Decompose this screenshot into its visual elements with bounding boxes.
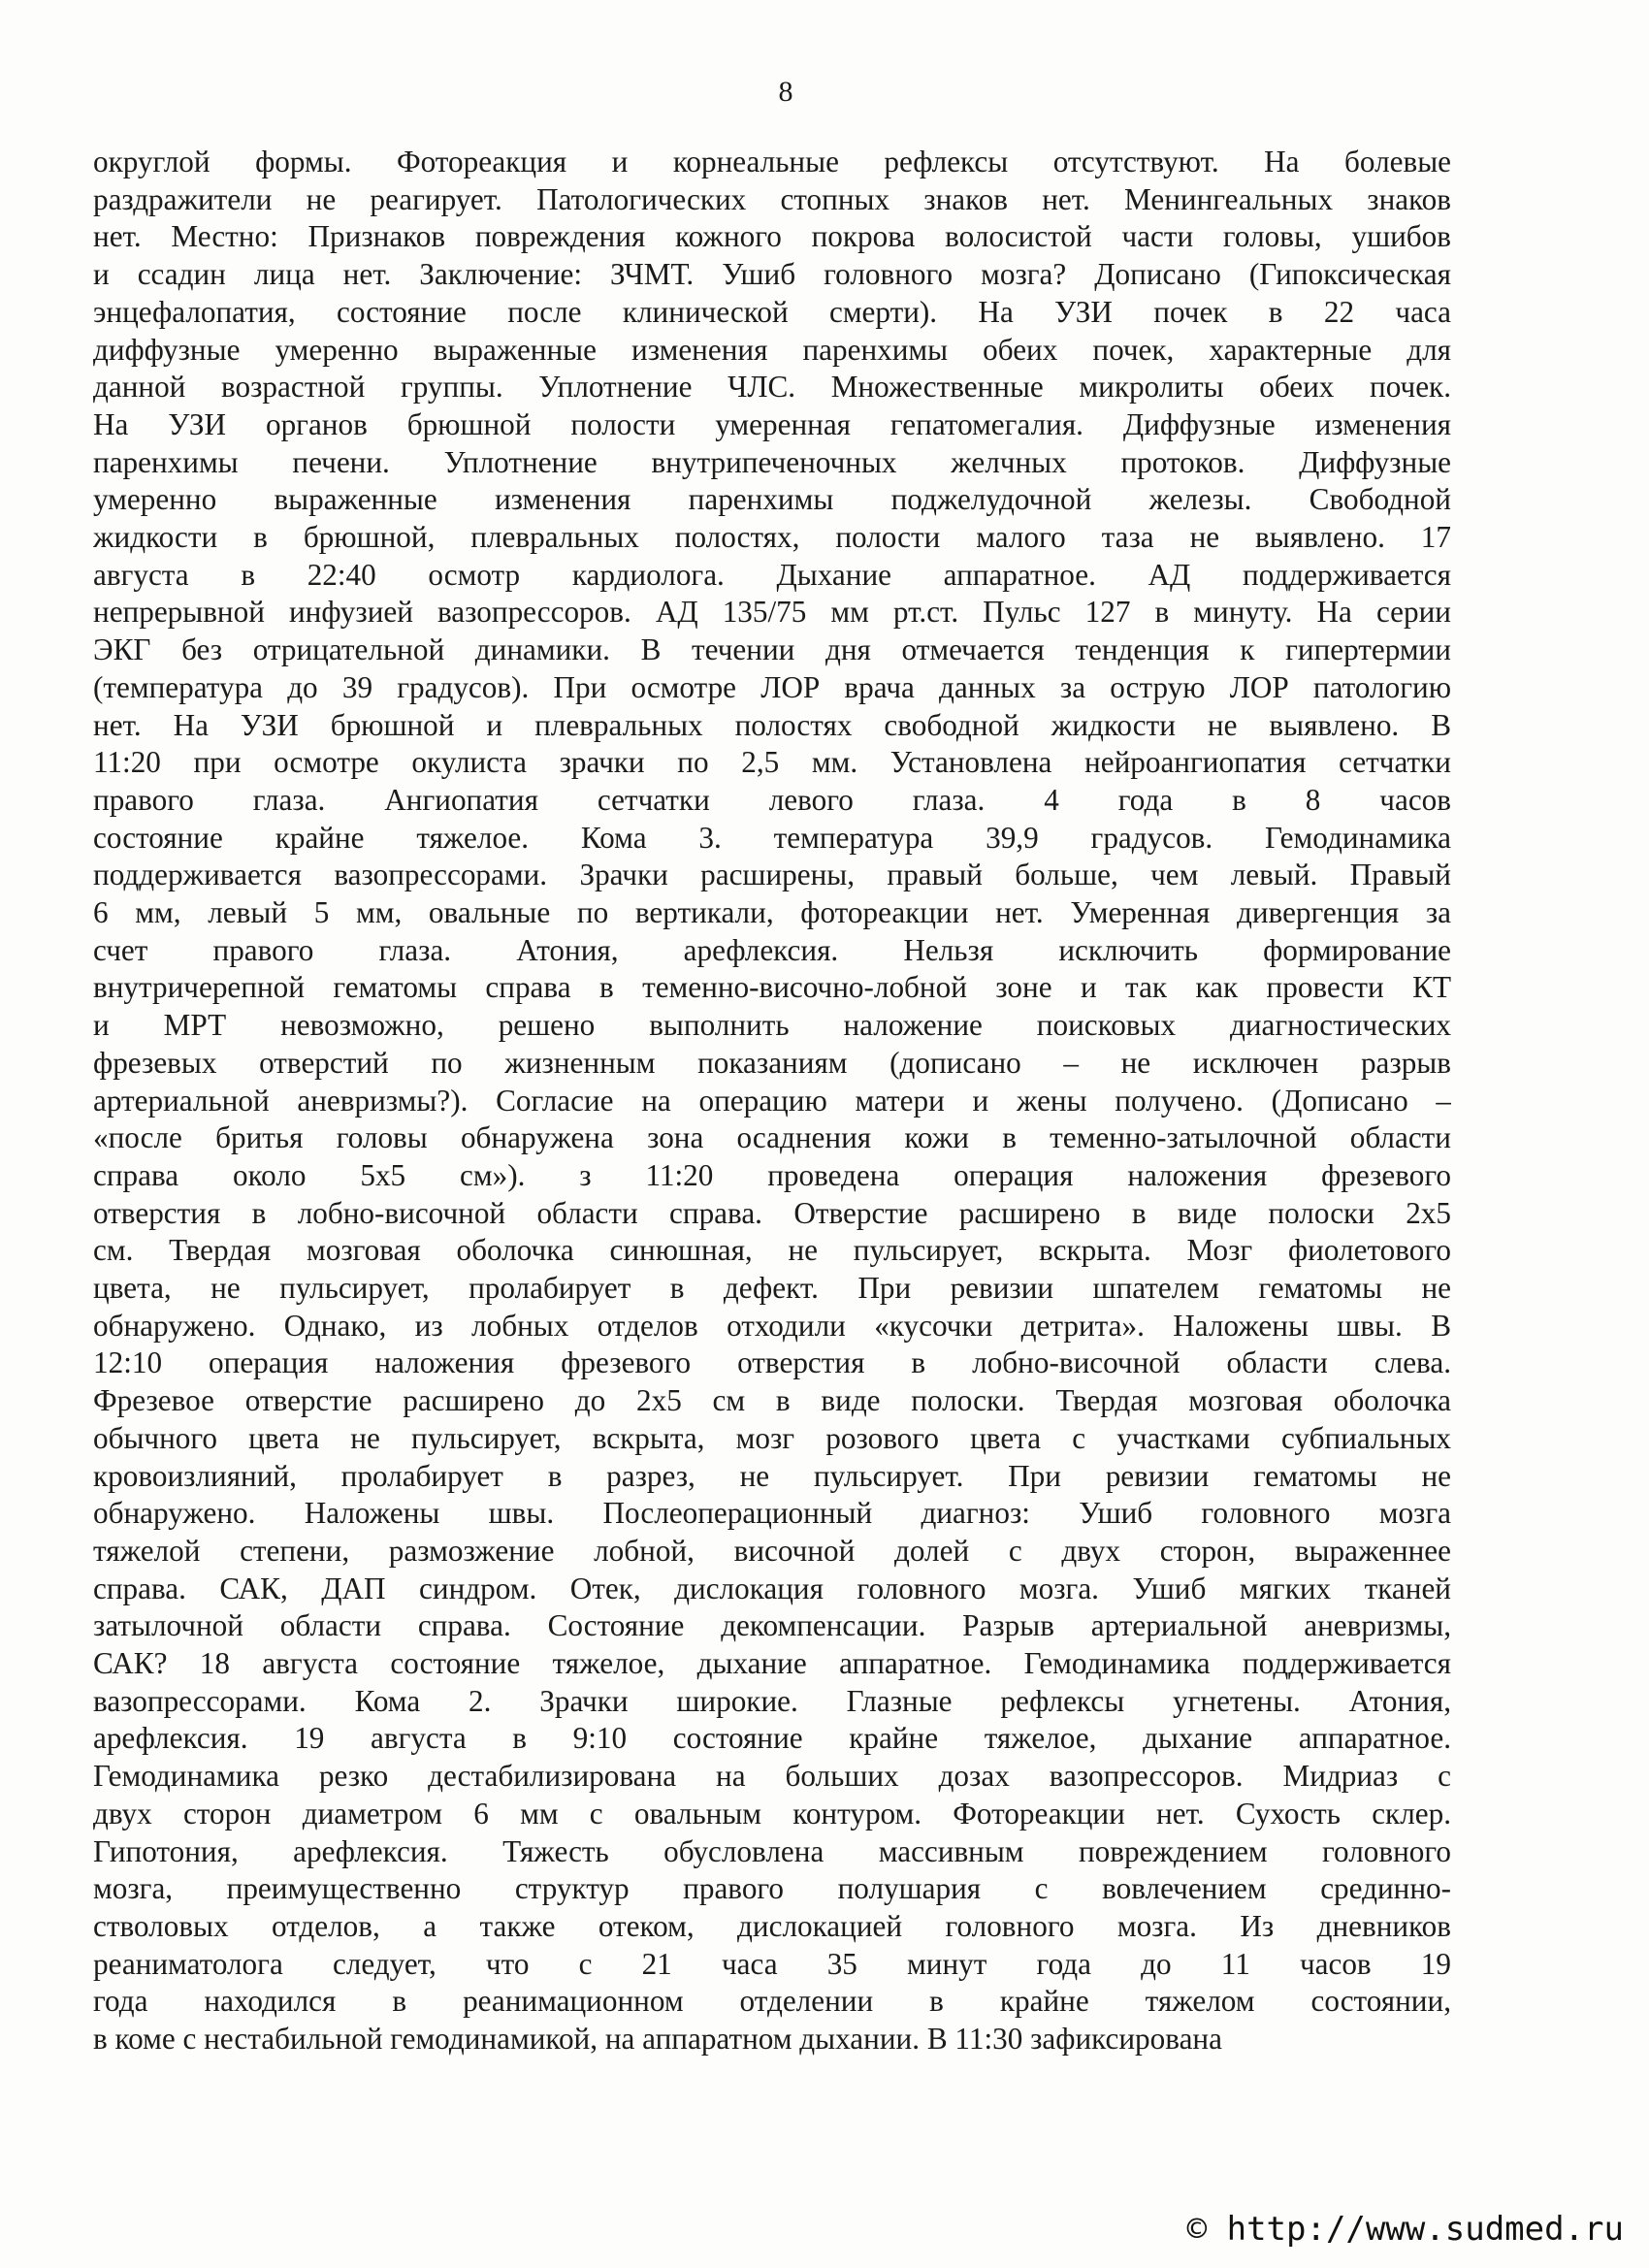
text-line: правого глаза. Ангиопатия сетчатки левого глаза. 4 года в 8 часов: [93, 782, 1451, 817]
text-line: поддерживается вазопрессорами. Зрачки расширены, правый больше, чем левый. Правый: [93, 858, 1451, 892]
text-line: округлой формы. Фотореакция и корнеальные рефлексы отсутствуют. На болевые: [93, 145, 1451, 178]
text-line: На УЗИ органов брюшной полости умеренная гепатомегалия. Диффузные изменения: [93, 406, 1451, 441]
text-line: справа. САК, ДАП синдром. Отек, дислокация головного мозга. Ушиб мягких тканей: [93, 1571, 1451, 1605]
text-line: реаниматолога следует, что с 21 часа 35 минут года до 11 часов 19: [93, 1946, 1451, 1981]
text-line: обычного цвета не пульсирует, вскрыта, мозг розового цвета с участками субпиальных: [93, 1420, 1451, 1455]
text-line: вазопрессорами. Кома 2. Зрачки широкие. Глазные рефлексы угнетены. Атония,: [93, 1683, 1451, 1718]
page-number: 8: [778, 76, 793, 108]
text-line: фрезевых отверстий по жизненным показаниям (дописано – не исключен разрыв: [93, 1045, 1451, 1080]
text-line: состояние крайне тяжелое. Кома 3. температура 39,9 градусов. Гемодинамика: [93, 820, 1451, 855]
text-line: энцефалопатия, состояние после клинической смерти). На УЗИ почек в 22 часа: [93, 294, 1451, 329]
text-line: тяжелой степени, размозжение лобной, височной долей с двух сторон, выраженнее: [93, 1533, 1451, 1568]
text-line: 6 мм, левый 5 мм, овальные по вертикали, фотореакции нет. Умеренная дивергенция за: [93, 895, 1451, 929]
text-line: и ссадин лица нет. Заключение: ЗЧМТ. Ушиб головного мозга? Дописано (Гипоксическая: [93, 257, 1451, 292]
text-line: затылочной области справа. Состояние декомпенсации. Разрыв артериальной аневризмы,: [93, 1608, 1451, 1643]
text-line: стволовых отделов, а также отеком, дислокацией головного мозга. Из дневников: [93, 1908, 1451, 1943]
text-line: Гемодинамика резко дестабилизирована на больших дозах вазопрессоров. Мидриаз с: [93, 1759, 1451, 1794]
text-line: 11:20 при осмотре окулиста зрачки по 2,5 мм. Установлена нейроангиопатия сетчатки: [93, 745, 1451, 780]
text-line: счет правого глаза. Атония, арефлексия. Нельзя исключить формирование: [93, 932, 1451, 967]
text-line: ЭКГ без отрицательной динамики. В течении дня отмечается тенденция к гипертермии: [93, 632, 1451, 667]
text-line: диффузные умеренно выраженные изменения паренхимы обеих почек, характерные для: [93, 332, 1451, 367]
text-line: умеренно выраженные изменения паренхимы поджелудочной железы. Свободной: [93, 482, 1451, 517]
text-line: непрерывной инфузией вазопрессоров. АД 135/75 мм рт.ст. Пульс 127 в минуту. На серии: [93, 595, 1451, 630]
text-line: (температура до 39 градусов). При осмотре ЛОР врача данных за острую ЛОР патологию: [93, 669, 1451, 704]
text-line: нет. Местно: Признаков повреждения кожного покрова волосистой части головы, ушибов: [93, 219, 1451, 254]
text-line: августа в 22:40 осмотр кардиолога. Дыхание аппаратное. АД поддерживается: [93, 557, 1451, 592]
text-line: паренхимы печени. Уплотнение внутрипеченочных желчных протоков. Диффузные: [93, 444, 1451, 479]
text-line: нет. На УЗИ брюшной и плевральных полостях свободной жидкости не выявлено. В: [93, 707, 1451, 742]
text-line: обнаружено. Однако, из лобных отделов отходили «кусочки детрита». Наложены швы. В: [93, 1308, 1451, 1343]
text-line: мозга, преимущественно структур правого полушария с вовлечением срединно-: [93, 1871, 1451, 1906]
text-line: раздражители не реагирует. Патологических стопных знаков нет. Менингеальных знаков: [93, 181, 1451, 216]
text-line: года находился в реанимационном отделении в крайне тяжелом состоянии,: [93, 1984, 1451, 2019]
text-line: обнаружено. Наложены швы. Послеоперационный диагноз: Ушиб головного мозга: [93, 1496, 1451, 1531]
text-line: САК? 18 августа состояние тяжелое, дыхание аппаратное. Гемодинамика поддерживается: [93, 1646, 1451, 1680]
text-line: Гипотония, арефлексия. Тяжесть обусловлена массивным повреждением головного: [93, 1833, 1451, 1868]
text-line: см. Твердая мозговая оболочка синюшная, не пульсирует, вскрыта. Мозг фиолетового: [93, 1233, 1451, 1268]
text-line: отверстия в лобно-височной области справа. Отверстие расширено в виде полоски 2х5: [93, 1195, 1451, 1230]
text-line: «после бритья головы обнаружена зона осаднения кожи в теменно-затылочной области: [93, 1120, 1451, 1155]
text-line: артериальной аневризмы?). Согласие на операцию матери и жены получено. (Дописано –: [93, 1083, 1451, 1118]
text-line: жидкости в брюшной, плевральных полостях, полости малого таза не выявлено. 17: [93, 520, 1451, 554]
text-line: и МРТ невозможно, решено выполнить наложение поисковых диагностических: [93, 1008, 1451, 1043]
text-line: арефлексия. 19 августа в 9:10 состояние крайне тяжелое, дыхание аппаратное.: [93, 1721, 1451, 1756]
text-line: данной возрастной группы. Уплотнение ЧЛС. Множественные микролиты обеих почек.: [93, 370, 1451, 405]
text-line: 12:10 операция наложения фрезевого отверстия в лобно-височной области слева.: [93, 1345, 1451, 1380]
text-line: в коме с нестабильной гемодинамикой, на аппаратном дыхании. В 11:30 зафиксирована: [93, 2022, 1222, 2056]
text-line: цвета, не пульсирует, пролабирует в дефект. При ревизии шпателем гематомы не: [93, 1271, 1451, 1305]
watermark-url: © http://www.sudmed.ru: [1186, 2210, 1624, 2249]
text-line: Фрезевое отверстие расширено до 2х5 см в виде полоски. Твердая мозговая оболочка: [93, 1383, 1451, 1418]
text-line: справа около 5х5 см»). з 11:20 проведена операция наложения фрезевого: [93, 1157, 1451, 1192]
text-line: кровоизлияний, пролабирует в разрез, не пульсирует. При ревизии гематомы не: [93, 1458, 1451, 1493]
text-line: двух сторон диаметром 6 мм с овальным контуром. Фотореакции нет. Сухость склер.: [93, 1796, 1451, 1831]
text-line: внутричерепной гематомы справа в теменно-височно-лобной зоне и так как провести КТ: [93, 970, 1451, 1005]
